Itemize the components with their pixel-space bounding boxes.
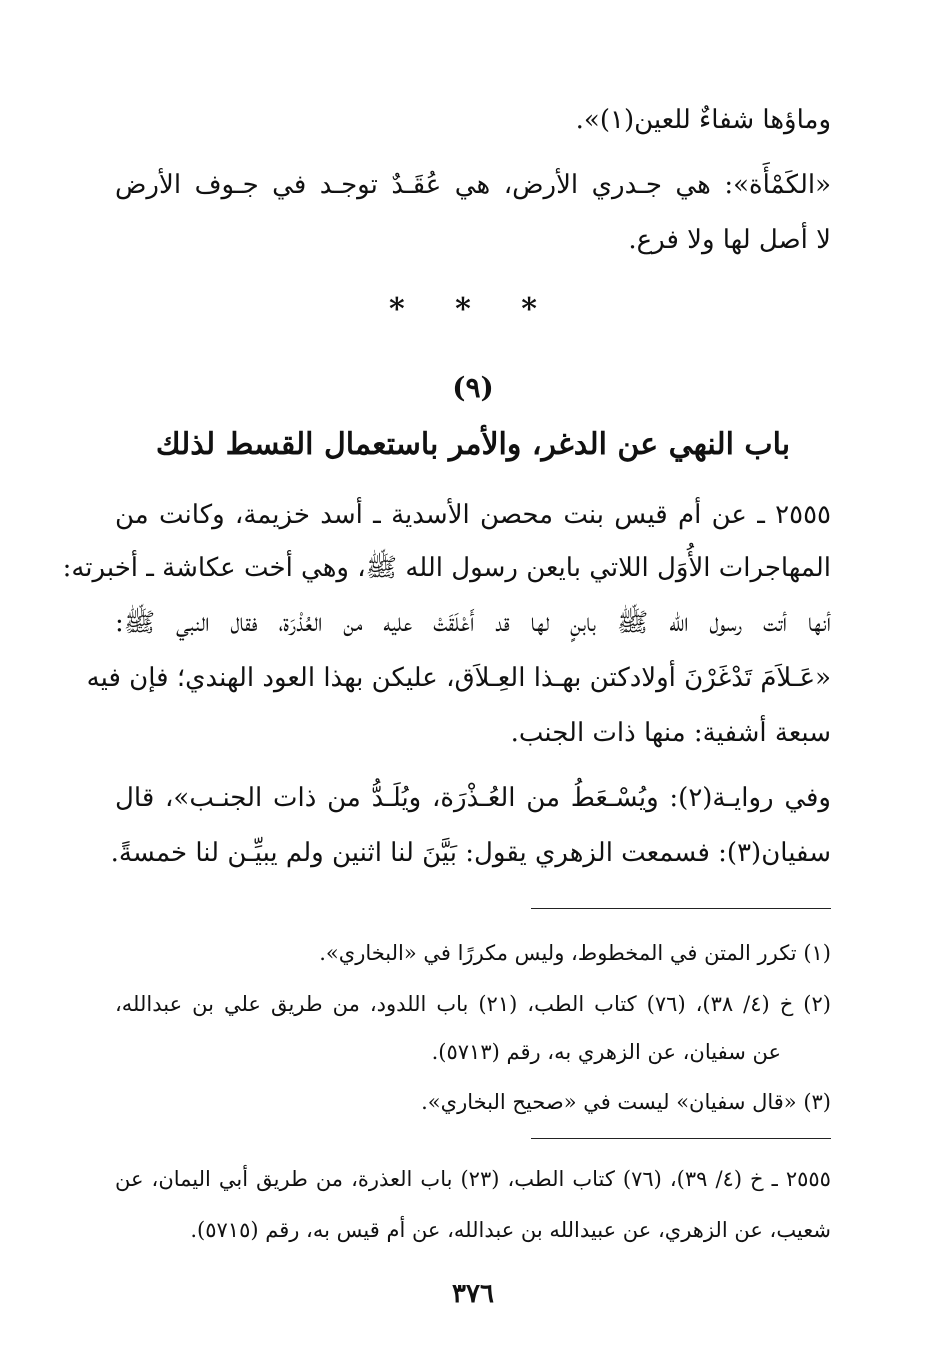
footnote-divider xyxy=(531,908,831,909)
text-line: «الكَمْأَة»: هي جـدري الأرض، هي عُقَـدٌ توجـد في جـوف الأرض xyxy=(115,170,831,200)
hadith-line: سبعة أشفية: منها ذات الجنب. xyxy=(510,718,831,748)
text-line: وماؤها شفاءٌ للعين(١)». xyxy=(575,105,831,135)
footnote-2: (٢) خ (٤/ ٣٨)، (٧٦) كتاب الطب، (٢١) باب اللدود، من طريق علي بن عبدالله، xyxy=(115,992,831,1016)
hadith-line: وفي روايـة(٢): ويُسْـعَطُ من العُـذْرَة، ويُلَـدُّ من ذات الجنـب»، قال xyxy=(115,783,831,813)
hadith-line: «عَـلاَمَ تَدْغَرْنَ أولادكتن بهـذا العِـلاَق، عليكن بهذا العود الهندي؛ فإن فيه xyxy=(86,663,831,693)
sources-divider xyxy=(531,1138,831,1139)
text-line: لا أصل لها ولا فرع. xyxy=(628,225,831,255)
hadith-line: أنها أتت رسول الله ﷺ بابنٍ لها قد أَعْلَقَتْ عليه من العُذْرَة، فقال النبي ﷺ: xyxy=(115,608,831,638)
source-line: شعيب، عن الزهري، عن عبيدالله بن عبدالله، عن أم قيس به، رقم (٥٧١٥). xyxy=(190,1218,831,1242)
chapter-number: (٩) xyxy=(452,371,494,404)
hadith-line: سفيان(٣): فسمعت الزهري يقول: بَيَّنَ لنا اثنين ولم يبيِّـن لنا خمسةً. xyxy=(110,838,831,868)
hadith-line: ٢٥٥٥ ـ عن أم قيس بنت محصن الأسدية ـ أسد خزيمة، وكانت من xyxy=(115,500,831,530)
hadith-line: المهاجرات الأُوَل اللاتي بايعن رسول الله ﷺ، وهي أخت عكاشة ـ أخبرته: xyxy=(62,553,831,583)
section-separator: * * * xyxy=(389,292,557,327)
chapter-title: باب النهي عن الدغر، والأمر باستعمال القسط لذلك xyxy=(155,427,791,462)
footnote-3: (٣) «قال سفيان» ليست في «صحيح البخاري». xyxy=(421,1090,831,1114)
source-line: ٢٥٥٥ ـ خ (٤/ ٣٩)، (٧٦) كتاب الطب، (٢٣) باب العذرة، من طريق أبي اليمان، عن xyxy=(115,1167,831,1191)
footnote-1: (١) تكرر المتن في المخطوط، وليس مكررًا في «البخاري». xyxy=(319,941,831,965)
footnote-2-continued: عن سفيان، عن الزهري به، رقم (٥٧١٣). xyxy=(431,1040,781,1064)
page-number: ٣٧٦ xyxy=(452,1279,494,1309)
